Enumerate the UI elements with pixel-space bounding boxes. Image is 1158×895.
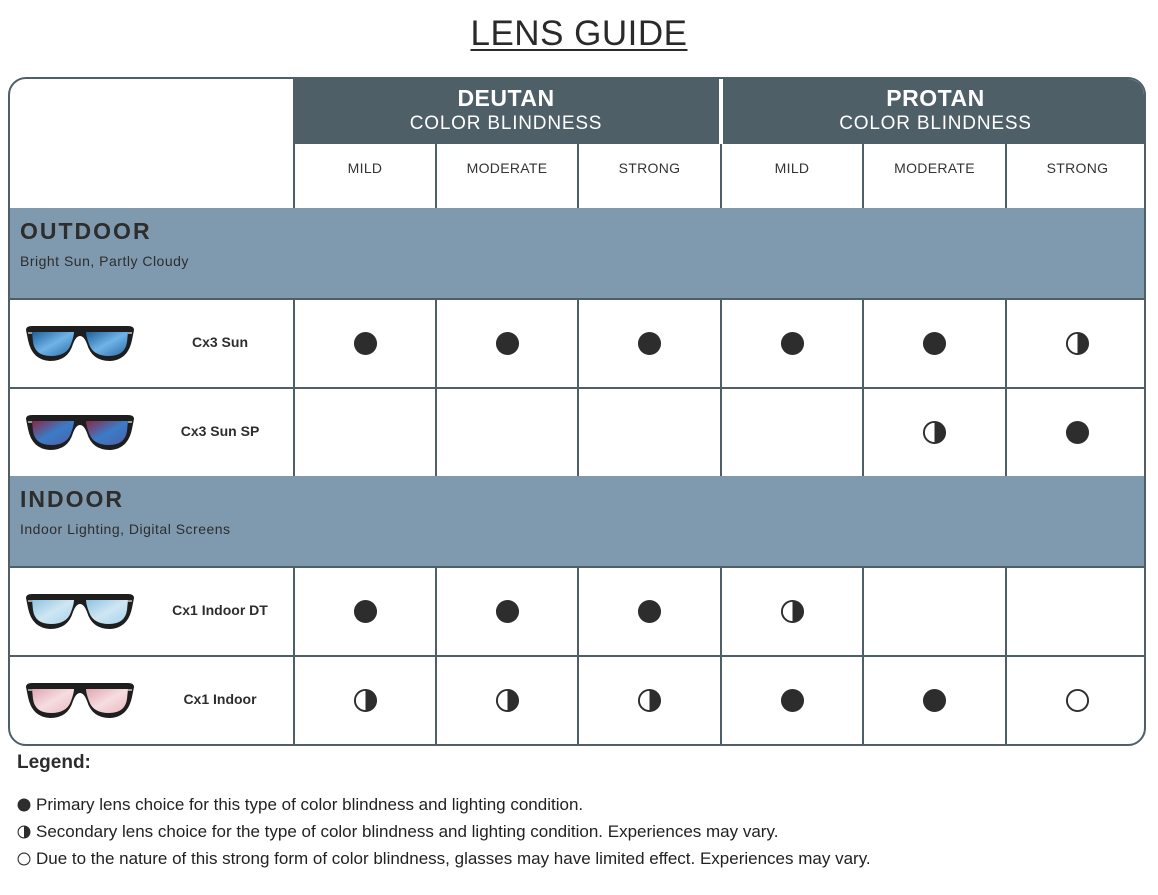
half-circle-icon	[353, 688, 378, 713]
full-circle-icon	[495, 331, 520, 356]
half-circle-icon	[922, 420, 947, 445]
legend-text: Primary lens choice for this type of color blindness and lighting condition.	[36, 795, 584, 814]
table-row	[10, 566, 1146, 655]
rating-cell	[435, 657, 577, 744]
empty-circle-icon	[17, 852, 31, 866]
section-description: Bright Sun, Partly Cloudy	[20, 253, 189, 269]
rating-cell	[720, 389, 862, 476]
protan-title: PROTAN	[886, 85, 985, 111]
rating-cell	[720, 657, 862, 744]
section-band-indoor	[10, 476, 1146, 566]
table-row	[10, 655, 1146, 744]
severity-header: MILD	[293, 144, 435, 208]
half-circle-icon	[1065, 331, 1090, 356]
lens-guide-table	[8, 77, 1146, 746]
legend-title: Legend:	[17, 752, 91, 773]
lens-name: Cx1 Indoor DT	[172, 602, 268, 618]
glasses-icon	[24, 592, 136, 632]
rating-cell	[577, 568, 720, 655]
full-circle-icon	[637, 599, 662, 624]
severity-header: STRONG	[577, 144, 720, 208]
page-title: LENS GUIDE	[470, 14, 688, 53]
section-description: Indoor Lighting, Digital Screens	[20, 521, 231, 537]
severity-header: MODERATE	[435, 144, 577, 208]
rating-cell	[720, 568, 862, 655]
severity-header: STRONG	[1005, 144, 1146, 208]
rating-cell	[293, 657, 435, 744]
rating-cell	[577, 389, 720, 476]
full-circle-icon	[637, 331, 662, 356]
rating-cell	[577, 657, 720, 744]
full-circle-icon	[353, 331, 378, 356]
rating-cell	[1005, 389, 1146, 476]
full-circle-icon	[780, 688, 805, 713]
half-circle-icon	[637, 688, 662, 713]
rating-cell	[862, 568, 1005, 655]
half-circle-icon	[17, 825, 31, 839]
section-title: OUTDOOR	[20, 218, 152, 244]
rating-cell	[293, 389, 435, 476]
full-circle-icon	[922, 331, 947, 356]
deutan-title: DEUTAN	[457, 85, 555, 111]
severity-header: MILD	[720, 144, 862, 208]
rating-cell	[1005, 568, 1146, 655]
protan-header	[723, 79, 1146, 144]
lens-name: Cx3 Sun	[191, 334, 248, 350]
glasses-icon	[24, 681, 136, 721]
rating-cell	[1005, 657, 1146, 744]
rating-cell	[293, 568, 435, 655]
rating-cell	[293, 300, 435, 387]
lens-name: Cx3 Sun SP	[180, 423, 260, 439]
legend-item	[17, 795, 583, 815]
empty-circle-icon	[1065, 688, 1090, 713]
lens-name: Cx1 Indoor	[183, 691, 257, 707]
full-circle-icon	[17, 798, 31, 812]
full-circle-icon	[495, 599, 520, 624]
legend-item	[17, 849, 871, 869]
rating-cell	[435, 568, 577, 655]
full-circle-icon	[353, 599, 378, 624]
rating-cell	[435, 300, 577, 387]
rating-cell	[1005, 300, 1146, 387]
half-circle-icon	[495, 688, 520, 713]
section-title: INDOOR	[20, 486, 124, 512]
rating-cell	[577, 300, 720, 387]
rating-cell	[862, 300, 1005, 387]
severity-header: MODERATE	[862, 144, 1005, 208]
full-circle-icon	[1065, 420, 1090, 445]
glasses-icon	[24, 324, 136, 364]
legend-item	[17, 822, 778, 842]
table-row	[10, 387, 1146, 476]
rating-cell	[720, 300, 862, 387]
legend-text: Due to the nature of this strong form of color blindness, glasses may have limited effect. Experiences may vary.	[36, 849, 871, 868]
glasses-icon	[24, 413, 136, 453]
full-circle-icon	[780, 331, 805, 356]
full-circle-icon	[922, 688, 947, 713]
deutan-subtitle: COLOR BLINDNESS	[409, 113, 603, 134]
half-circle-icon	[780, 599, 805, 624]
deutan-header	[293, 79, 719, 144]
rating-cell	[862, 389, 1005, 476]
table-row	[10, 298, 1146, 387]
protan-subtitle: COLOR BLINDNESS	[839, 113, 1032, 134]
legend-text: Secondary lens choice for the type of color blindness and lighting condition. Experiences may vary.	[36, 822, 779, 841]
section-band-outdoor	[10, 208, 1146, 298]
rating-cell	[862, 657, 1005, 744]
rating-cell	[435, 389, 577, 476]
